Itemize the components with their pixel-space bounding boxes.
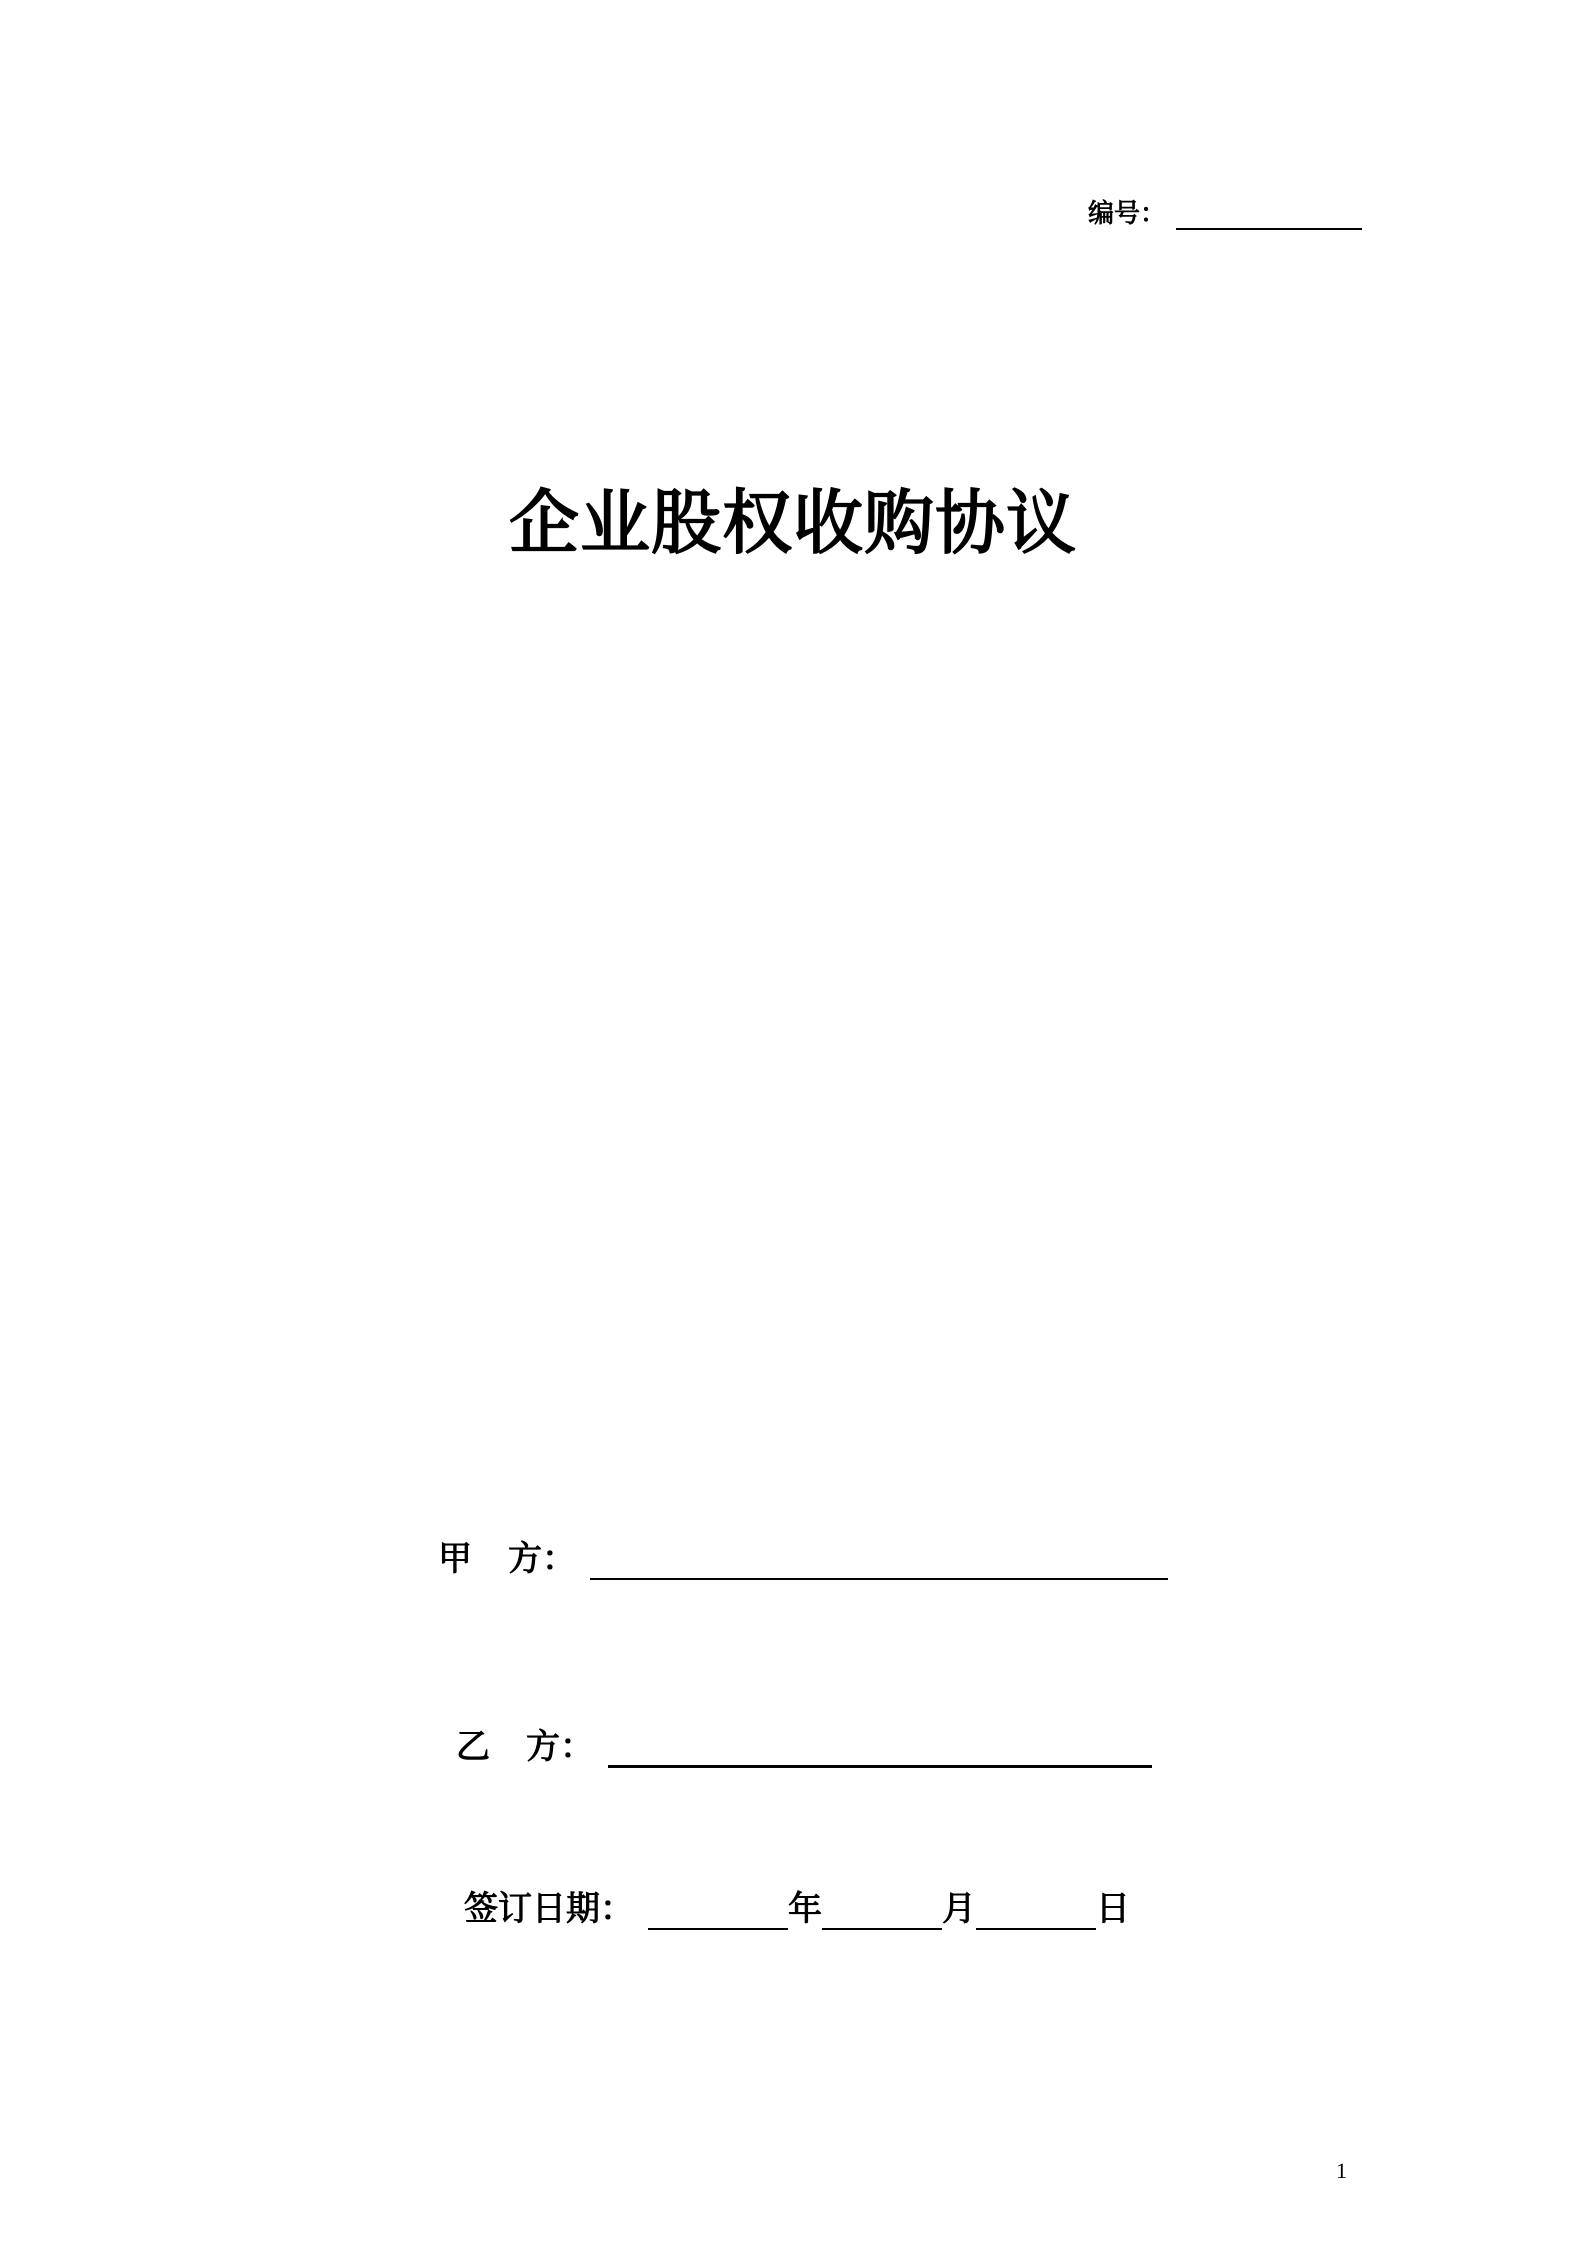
party-a-label-first: 甲 (438, 1539, 472, 1579)
party-b-field (456, 1718, 1152, 1768)
party-b-label-first: 乙 (456, 1727, 490, 1767)
sign-date-year-label: 年 (788, 1889, 822, 1929)
party-a-label (438, 1531, 576, 1580)
party-b-blank[interactable] (608, 1725, 1152, 1768)
party-b-label-second: 方： (526, 1727, 594, 1767)
serial-number-field (1088, 190, 1362, 230)
page-number: 1 (1336, 2158, 1347, 2183)
document-title: 企业股权收购协议 (509, 482, 1077, 564)
party-b-label (456, 1719, 594, 1768)
sign-date-day-blank[interactable] (976, 1888, 1096, 1930)
party-a-blank[interactable] (590, 1538, 1168, 1580)
sign-date-month-blank[interactable] (822, 1888, 942, 1930)
serial-number-blank[interactable] (1176, 196, 1362, 230)
party-a-label-second: 方： (508, 1539, 576, 1579)
sign-date-label: 签订日期： (464, 1889, 634, 1929)
sign-date-day-label: 日 (1096, 1889, 1130, 1929)
sign-date-month-label: 月 (942, 1889, 976, 1929)
sign-date-field (464, 1880, 1130, 1930)
party-a-field (438, 1530, 1168, 1580)
sign-date-year-blank[interactable] (648, 1888, 788, 1930)
serial-number-label: 编号： (1088, 199, 1167, 229)
